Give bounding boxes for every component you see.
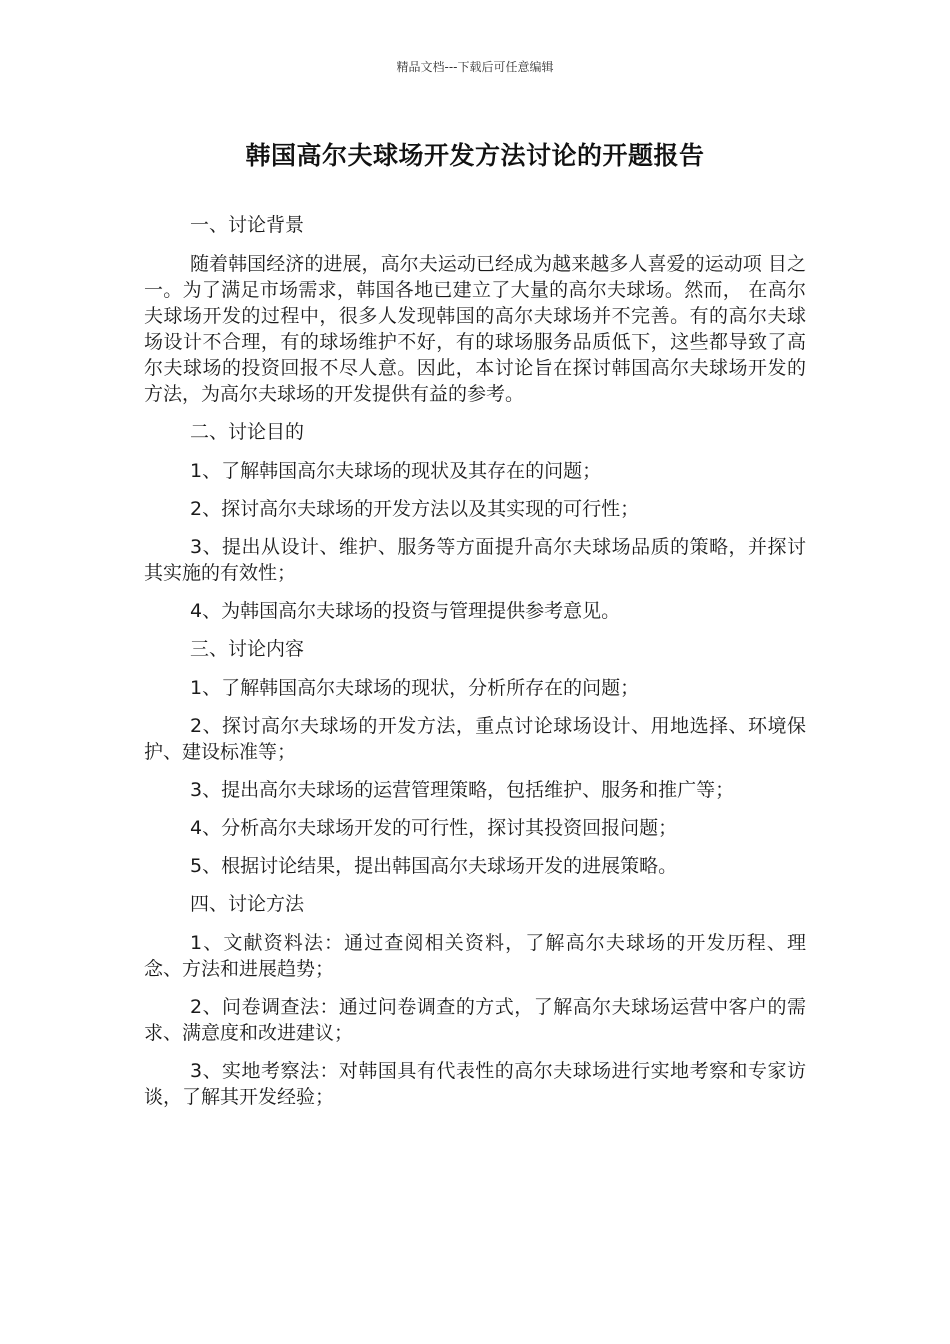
section-heading-purpose: 二、讨论目的 xyxy=(190,421,305,443)
section-heading-background: 一、讨论背景 xyxy=(190,214,305,236)
document-body xyxy=(144,212,806,1122)
content-item-1: 1、了解韩国高尔夫球场的现状，分析所存在的问题； xyxy=(190,677,640,699)
method-item-1: 1、文献资料法：通过查阅相关资料，了解高尔夫球场的开发历程、理念、方法和进展趋势； xyxy=(144,932,806,980)
purpose-item-2: 2、探讨高尔夫球场的开发方法以及其实现的可行性； xyxy=(190,498,640,520)
content-item-5: 5、根据讨论结果，提出韩国高尔夫球场开发的进展策略。 xyxy=(190,855,678,877)
purpose-item-4: 4、为韩国高尔夫球场的投资与管理提供参考意见。 xyxy=(190,600,621,622)
content-item-4: 4、分析高尔夫球场开发的可行性，探讨其投资回报问题； xyxy=(190,817,678,839)
background-paragraph: 随着韩国经济的进展，高尔夫运动已经成为越来越多人喜爱的运动项 目之一。为了满足市场需求，韩国各地已建立了大量的高尔夫球场。然而， 在高尔夫球场开发的过程中，很多人发现韩国的高尔夫球场并不完善。有的高尔夫球场设计不合理，有的球场维护不好，有的球场服务品质低下，这些都导致了高尔夫球场的投资回报不尽人意。因此，本讨论旨在探讨韩国高尔夫球场开发的方法，为高尔夫球场的开发提供有益的参考。 xyxy=(144,253,806,405)
page-header: 精品文档---下载后可任意编辑 xyxy=(396,60,554,74)
content-item-3: 3、提出高尔夫球场的运营管理策略，包括维护、服务和推广等； xyxy=(190,779,735,801)
content-item-2: 2、探讨高尔夫球场的开发方法，重点讨论球场设计、用地选择、环境保 护、建设标准等； xyxy=(144,715,806,763)
section-heading-content: 三、讨论内容 xyxy=(190,638,305,660)
purpose-item-3: 3、提出从设计、维护、服务等方面提升高尔夫球场品质的策略，并探讨其实施的有效性； xyxy=(144,536,806,584)
purpose-item-1: 1、了解韩国高尔夫球场的现状及其存在的问题； xyxy=(190,460,602,482)
document-title: 韩国高尔夫球场开发方法讨论的开题报告 xyxy=(245,141,705,170)
section-heading-method: 四、讨论方法 xyxy=(190,893,305,915)
method-item-2: 2、问卷调查法：通过问卷调查的方式，了解高尔夫球场运营中客户的需求、满意度和改进建议； xyxy=(144,996,806,1044)
method-item-3: 3、实地考察法：对韩国具有代表性的高尔夫球场进行实地考察和专家访谈，了解其开发经验； xyxy=(144,1060,806,1108)
